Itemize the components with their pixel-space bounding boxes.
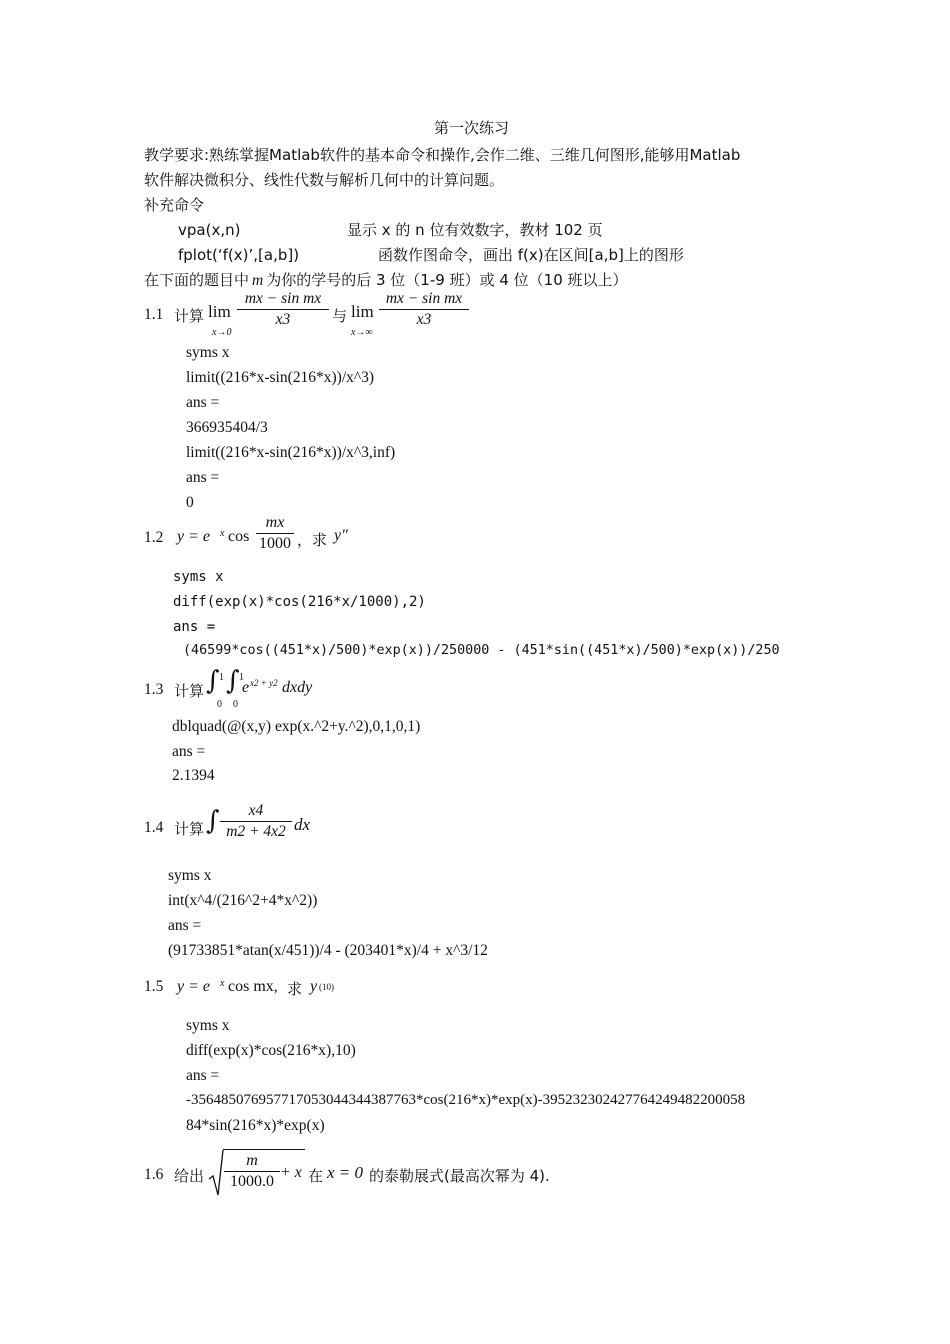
m-note [144, 270, 628, 291]
p1-2-target: y" [334, 527, 348, 544]
p1-2-code-2: diff(exp(x)*cos(216*x/1000),2) [173, 594, 426, 610]
p1-3-upper-2: 1 [239, 672, 244, 683]
p1-3-upper-1: 1 [219, 672, 224, 683]
p1-4-denominator: m2 + 4x2 [226, 823, 286, 840]
p1-1-fraction-2 [379, 290, 469, 329]
p1-1-fraction-1 [237, 290, 329, 329]
p1-5-code-3: ans = [186, 1067, 220, 1084]
p1-1-lim-2: lim [351, 302, 374, 321]
p1-4-code-1: syms x [168, 867, 212, 884]
p1-6-prompt: 给出 [174, 1167, 205, 1185]
m-note-post: 为你的学号的后 3 位（1-9 班）或 4 位（10 班以上） [266, 271, 628, 289]
p1-2-code-1: syms x [173, 569, 224, 585]
p1-3-code-3: 2.1394 [172, 767, 215, 784]
p1-6-numerator: m [224, 1152, 280, 1172]
p1-2-lhs: y = e [177, 528, 210, 545]
p1-1-code-1: syms x [186, 344, 230, 361]
p1-4-diff: dx [294, 815, 311, 834]
p1-4-fraction [220, 802, 292, 841]
p1-3-code-1: dblquad(@(x,y) exp(x.^2+y.^2),0,1,0,1) [172, 718, 421, 735]
p1-2-sup: x [220, 528, 225, 539]
p1-1-code-2: limit((216*x-sin(216*x))/x^3) [186, 369, 375, 386]
p1-2-code-4: (46599*cos((451*x)/500)*exp(x))/250000 - (451*sin((451*x)/500)*exp(x))/250 [183, 643, 780, 658]
p1-1-lim-sub-1: x→0 [212, 327, 232, 338]
p1-1-code-4: 366935404/3 [186, 419, 268, 436]
p1-2-ask: ，求 [297, 531, 328, 549]
p1-1-numerator-1: mx − sin mx [237, 290, 329, 310]
p1-1-number: 1.1 [144, 306, 164, 323]
p1-4-code-4: (91733851*atan(x/451))/4 - (203401*x)/4 + x^3/12 [168, 942, 488, 959]
p1-1-denominator-1: x3 [275, 311, 291, 328]
requirement-line-1: 教学要求:熟练掌握Matlab软件的基本命令和操作,会作二维、三维几何图形,能够用Matlab [144, 146, 741, 164]
p1-1-prompt: 计算 [174, 307, 205, 325]
p1-2-code-3: ans = [173, 619, 216, 635]
p1-1-lim-1: lim [208, 302, 231, 321]
integral-icon: ∫ [226, 666, 240, 696]
p1-6-number: 1.6 [144, 1166, 164, 1183]
sqrt-overline [223, 1149, 305, 1150]
p1-1-code-7: 0 [186, 494, 194, 511]
p1-6-cond: x = 0 [327, 1163, 364, 1182]
p1-3-lower-1: 0 [217, 699, 222, 710]
p1-3-exponent: x2 + y2 [250, 678, 278, 688]
p1-3-code-2: ans = [172, 743, 206, 760]
p1-3-prompt: 计算 [174, 682, 205, 700]
p1-1-code-6: ans = [186, 469, 220, 486]
p1-5-sup: x [220, 978, 225, 989]
p1-6-at: 在 [308, 1167, 324, 1185]
p1-5-number: 1.5 [144, 978, 164, 995]
integral-icon: ∫ [206, 666, 220, 696]
p1-5-rest: cos mx, [228, 978, 278, 995]
cmd2-desc: 函数作图命令，画出 f(x)在区间[a,b]上的图形 [378, 246, 684, 264]
p1-5-expr: y = e [177, 978, 210, 995]
p1-1-numerator-2: mx − sin mx [379, 290, 469, 310]
p1-4-numerator: x4 [220, 802, 292, 822]
m-note-var: m [252, 272, 264, 289]
p1-1-and: 与 [332, 307, 348, 325]
p1-5-code-4: -356485076957717053044344387763*cos(216*x)*exp(x)-395232302427764249482200058 [186, 1092, 746, 1108]
p1-3-number: 1.3 [144, 681, 164, 698]
p1-5-code-5: 84*sin(216*x)*exp(x) [186, 1117, 325, 1134]
p1-6-denominator: 1000.0 [230, 1173, 274, 1190]
sqrt-icon [208, 1149, 224, 1199]
p1-6-tail: 的泰勒展式(最高次幂为 4). [369, 1167, 550, 1185]
p1-3-integrand: e [242, 679, 250, 696]
p1-5-ask: 求 [287, 980, 303, 998]
p1-1-code-3: ans = [186, 394, 220, 411]
p1-3-lower-2: 0 [233, 699, 238, 710]
cmd2-code: fplot(‘f(x)’,[a,b]) [178, 246, 300, 264]
p1-2-numerator: mx [256, 514, 294, 534]
p1-6-plus: + x [280, 1164, 302, 1181]
p1-4-number: 1.4 [144, 819, 164, 836]
requirement-line-2: 软件解决微积分、线性代数与解析几何中的计算问题。 [144, 171, 505, 189]
p1-2-denominator: 1000 [259, 535, 291, 552]
p1-5-code-1: syms x [186, 1017, 230, 1034]
p1-1-denominator-2: x3 [416, 311, 432, 328]
p1-1-lim-sub-2: x→∞ [351, 327, 373, 338]
cmd1-code: vpa(x,n) [178, 221, 241, 239]
integral-icon: ∫ [206, 806, 220, 836]
p1-3-diff: dxdy [282, 679, 313, 696]
m-note-pre: 在下面的题目中 [144, 271, 250, 289]
p1-4-code-2: int(x^4/(216^2+4*x^2)) [168, 892, 318, 909]
p1-2-number: 1.2 [144, 529, 164, 546]
p1-2-cos: cos [228, 528, 250, 545]
p1-6-fraction [224, 1152, 280, 1191]
page-title: 第一次练习 [434, 119, 510, 137]
p1-2-fraction [256, 514, 294, 553]
extra-commands-heading: 补充命令 [144, 196, 205, 214]
p1-4-code-3: ans = [168, 917, 202, 934]
p1-4-prompt: 计算 [174, 820, 205, 838]
cmd1-desc: 显示 x 的 n 位有效数字，教材 102 页 [347, 221, 603, 239]
p1-5-order: (10) [319, 982, 334, 992]
p1-5-code-2: diff(exp(x)*cos(216*x),10) [186, 1042, 356, 1059]
p1-1-code-5: limit((216*x-sin(216*x))/x^3,inf) [186, 444, 396, 461]
p1-5-target: y [310, 978, 318, 995]
